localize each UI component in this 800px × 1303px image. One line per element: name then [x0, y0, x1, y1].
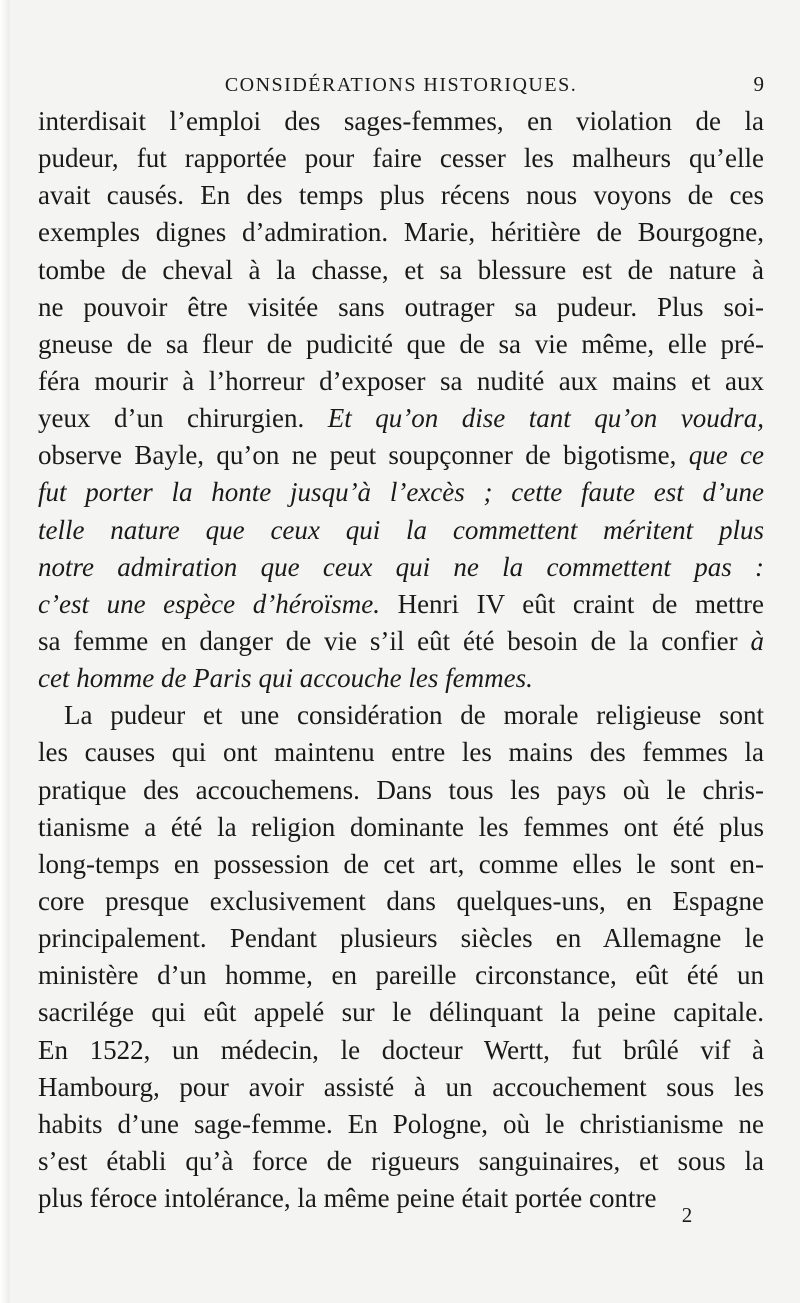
- italic-span: c’est une espèce d’héroïsme.: [38, 588, 380, 619]
- running-head: [38, 70, 764, 100]
- paragraph: [38, 103, 764, 697]
- text-span: observe Bayle, qu’on ne peut soupçonner de bigotisme,: [38, 440, 689, 471]
- text-line: [38, 883, 764, 920]
- text-line: [38, 920, 764, 957]
- text-line: [38, 734, 764, 771]
- text-line: [38, 177, 764, 214]
- text-span: exemples dignes d’admiration. Marie, héritière de Bourgogne,: [38, 217, 764, 248]
- text-span: La pudeur et une considération de morale religieuse sont: [64, 700, 764, 731]
- text-span: Henri IV eût craint de mettre: [379, 588, 764, 619]
- text-line: [38, 363, 764, 400]
- text-line: [38, 846, 764, 883]
- text-span: gneuse de sa fleur de pudicité que de sa vie même, elle pré-: [38, 328, 764, 359]
- text-line: [38, 214, 764, 251]
- text-line: [38, 437, 764, 474]
- text-span: ministère d’un homme, en pareille circonstance, eût été un: [38, 960, 764, 991]
- italic-span: telle nature que ceux qui la commettent méritent plus: [38, 514, 764, 545]
- italic-span: Et qu’on dise tant qu’on voudra,: [327, 403, 764, 434]
- text-line: [38, 660, 764, 697]
- text-span: ne pouvoir être visitée sans outrager sa pudeur. Plus soi-: [38, 291, 764, 322]
- text-line: [38, 1069, 764, 1106]
- text-line: [38, 1143, 764, 1180]
- italic-span: à: [750, 625, 764, 656]
- text-line: [38, 512, 764, 549]
- paragraph: [38, 697, 764, 1217]
- text-span: interdisait l’emploi des sages-femmes, en violation de la: [38, 106, 764, 136]
- text-line: [38, 623, 764, 660]
- page-edge-shadow: [0, 0, 10, 1303]
- text-span: plus féroce intolérance, la même peine était portée contre: [38, 1183, 657, 1214]
- text-line: [38, 809, 764, 846]
- text-span: Hambourg, pour avoir assisté à un accouchement sous les: [38, 1071, 764, 1102]
- italic-span: notre admiration que ceux qui ne la commettent pas :: [38, 551, 764, 582]
- text-line: [38, 1180, 764, 1217]
- text-span: core presque exclusivement dans quelques-uns, en Espagne: [38, 885, 764, 916]
- text-span: tianisme a été la religion dominante les femmes ont été plus: [38, 811, 764, 842]
- page-number: 9: [753, 72, 764, 96]
- text-line: [38, 994, 764, 1031]
- text-line: [38, 474, 764, 511]
- text-span: sacrilége qui eût appelé sur le délinquant la peine capitale.: [38, 997, 764, 1028]
- text-line: [38, 586, 764, 623]
- italic-span: fut porter la honte jusqu’à l’excès ; cette faute est d’une: [38, 477, 764, 508]
- text-span: principalement. Pendant plusieurs siècles en Allemagne le: [38, 923, 764, 954]
- text-span: s’est établi qu’à force de rigueurs sanguinaires, et sous la: [38, 1145, 764, 1176]
- text-span: avait causés. En des temps plus récens nous voyons de ces: [38, 180, 764, 211]
- text-span: En 1522, un médecin, le docteur Wertt, fut brûlé vif à: [38, 1034, 764, 1065]
- text-span: féra mourir à l’horreur d’exposer sa nudité aux mains et aux: [38, 365, 764, 396]
- text-span: pratique des accouchemens. Dans tous les pays où le chris-: [38, 774, 764, 805]
- text-span: pudeur, fut rapportée pour faire cesser les malheurs qu’elle: [38, 143, 764, 174]
- text-line: [38, 103, 764, 140]
- text-line: [38, 400, 764, 437]
- italic-span: que ce: [688, 440, 764, 471]
- text-line: [38, 326, 764, 363]
- text-line: [38, 1106, 764, 1143]
- text-span: tombe de cheval à la chasse, et sa blessure est de nature à: [38, 254, 764, 285]
- italic-span: cet homme de Paris qui accouche les femmes.: [38, 663, 533, 694]
- text-line: [38, 697, 764, 734]
- text-line: [38, 772, 764, 809]
- text-line: [38, 289, 764, 326]
- text-span: habits d’une sage-femme. En Pologne, où le christianisme ne: [38, 1108, 764, 1139]
- text-line: [38, 140, 764, 177]
- text-line: [38, 252, 764, 289]
- text-span: les causes qui ont maintenu entre les mains des femmes la: [38, 737, 764, 768]
- text-line: [38, 957, 764, 994]
- text-line: [38, 1032, 764, 1069]
- text-span: sa femme en danger de vie s’il eût été besoin de la confier: [38, 625, 751, 656]
- text-span: long-temps en possession de cet art, comme elles le sont en-: [38, 848, 764, 879]
- running-title: CONSIDÉRATIONS HISTORIQUES.: [224, 74, 578, 96]
- body-text: [38, 103, 764, 1217]
- text-span: yeux d’un chirurgien.: [38, 403, 328, 434]
- text-line: [38, 549, 764, 586]
- signature-mark: 2: [681, 1203, 693, 1227]
